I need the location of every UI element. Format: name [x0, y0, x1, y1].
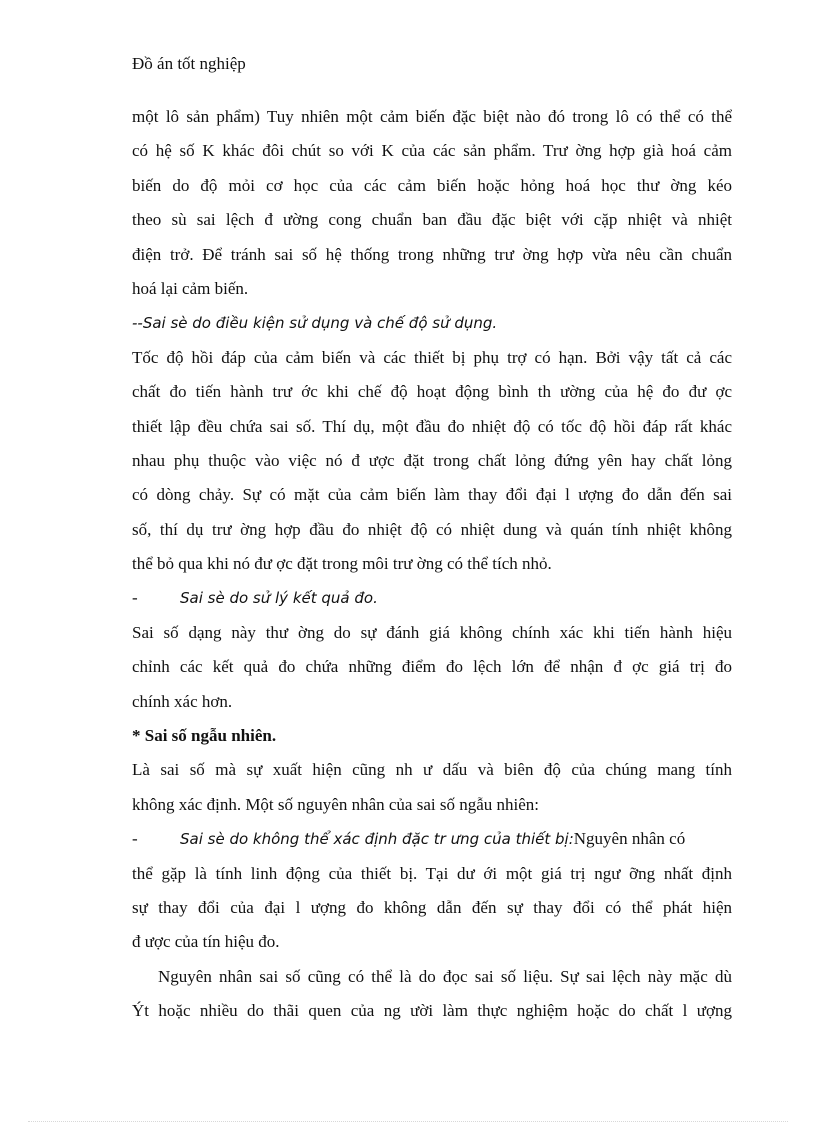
page-bottom-divider — [28, 1121, 788, 1122]
paragraph-2 — [132, 341, 732, 582]
paragraph-4 — [132, 753, 732, 822]
subheading-processing-error — [132, 581, 732, 615]
text-line: không xác định. Một số nguyên nhân của sai số ngẫu nhiên: — [132, 794, 539, 814]
text-line: chỉnh các kết quả đo chứa những điểm đo lệch lớn để nhận đ ợc giá trị đo — [132, 657, 732, 677]
device-error-item — [132, 822, 732, 960]
text-line: chính xác hơn. — [132, 691, 233, 711]
text-line: nhau phụ thuộc vào việc nó đ ược đặt trong chất lỏng đứng yên hay chất lỏng — [132, 450, 732, 470]
header-title: Đồ án tốt nghiệp — [132, 54, 246, 73]
bullet-dash: - — [132, 588, 138, 608]
text-line: theo sù sai lệch đ ường cong chuẩn ban đầu đặc biệt với cặp nhiệt và nhiệt — [132, 210, 732, 230]
paragraph-3 — [132, 616, 732, 719]
paragraph-5 — [132, 960, 732, 1029]
text-line: Ýt hoặc nhiều do thãi quen của ng ười làm thực nghiệm hoặc do chất l ượng — [132, 1001, 732, 1021]
text-line: biến do độ mỏi cơ học của các cảm biến hoặc hỏng hoá học thư ờng kéo — [132, 175, 732, 195]
device-error-continuation: Nguyên nhân có — [573, 829, 686, 849]
text-line: một lô sản phẩm) Tuy nhiên một cảm biến đặc biệt nào đó trong lô có thể có thể — [132, 107, 732, 126]
text-line: sự thay đổi của đại l ượng đo không dẫn đến sự thay đổi có thể phát hiện — [132, 897, 732, 917]
page-header — [132, 52, 246, 76]
document-body — [132, 100, 732, 1029]
text-line: Nguyên nhân sai số cũng có thể là do đọc sai số liệu. Sự sai lệch này mặc dù — [158, 966, 732, 986]
text-line: số, thí dụ trư ờng hợp đầu đo nhiệt độ có nhiệt dung và quán tính nhiệt không — [132, 519, 732, 539]
text-line: đ ược của tín hiệu đo. — [132, 932, 280, 952]
text-line: có hệ số K khác đôi chút so với K của các sản phẩm. Trư ờng hợp già hoá cảm — [132, 141, 732, 161]
text-line: Tốc độ hồi đáp của cảm biến và các thiết bị phụ trợ có hạn. Bởi vậy tất cả các — [132, 347, 732, 367]
text-line: thể gặp là tính linh động của thiết bị. Tại dư ới một giá trị ngư ỡng nhất định — [132, 863, 732, 883]
text-line: Là sai số mà sự xuất hiện cũng nh ư dấu và biên độ của chúng mang tính — [132, 760, 732, 780]
paragraph-1 — [132, 100, 732, 306]
text-line: điện trở. Để tránh sai số hệ thống trong những trư ờng hợp vừa nêu cần chuẩn — [132, 244, 732, 264]
device-error-italic: Sai sè do không thể xác định đặc tr ưng của thiết bị: — [180, 830, 574, 849]
heading-random-error: * Sai số ngẫu nhiên. — [132, 726, 277, 746]
text-line: hoá lại cảm biến. — [132, 278, 249, 298]
text-line: thể bỏ qua khi nó đư ợc đặt trong môi trư ờng có thể tích nhỏ. — [132, 554, 552, 574]
device-error-first-line — [132, 822, 732, 856]
text-line: chất đo tiến hành trư ớc khi chế độ hoạt động bình th ường của hệ đo đư ợc — [132, 382, 732, 402]
bullet-dash: - — [132, 829, 138, 849]
text-line: có dòng chảy. Sự có mặt của cảm biến làm thay đổi đại l ượng đo dẫn đến sai — [132, 485, 732, 505]
subheading-text: Sai sè do sử lý kết quả đo. — [180, 589, 378, 608]
text-line: thiết lập đều chứa sai số. Thí dụ, một đầu đo nhiệt độ có tốc độ hồi đáp rất khác — [132, 416, 732, 436]
text-line: Sai số dạng này thư ờng do sự đánh giá không chính xác khi tiến hành hiệu — [132, 622, 732, 642]
subheading-usage-error: --Sai sè do điều kiện sử dụng và chế độ sử dụng. — [132, 314, 498, 333]
